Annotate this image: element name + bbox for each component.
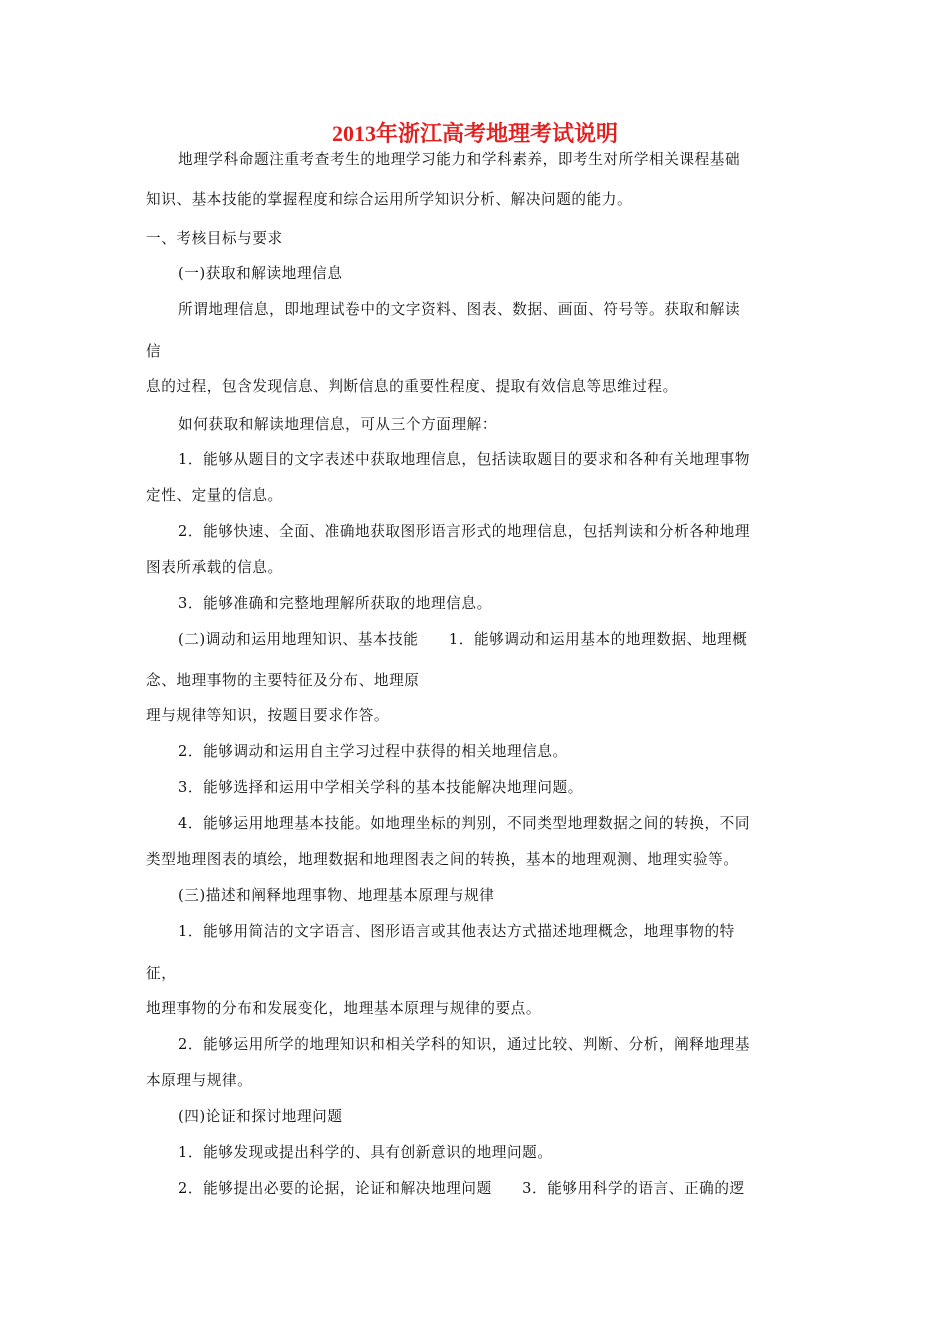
list-item: 1．能够发现或提出科学的、具有创新意识的地理问题。 — [178, 1144, 553, 1161]
paragraph-line: 本原理与规律。 — [146, 1072, 253, 1089]
list-item: 4．能够运用地理基本技能。如地理坐标的判别，不同类型地理数据之间的转换，不同 — [178, 815, 751, 832]
paragraph-line: 定性、定量的信息。 — [146, 487, 283, 504]
subsection-heading: (四)论证和探讨地理问题 — [178, 1108, 343, 1125]
list-item: 3．能够准确和完整地理解所获取的地理信息。 — [178, 595, 492, 612]
paragraph-line: 征， — [146, 965, 177, 982]
paragraph-line: 理与规律等知识，按题目要求作答。 — [146, 707, 390, 724]
subsection-heading: (三)描述和阐释地理事物、地理基本原理与规律 — [178, 887, 495, 904]
list-item: 1．能够从题目的文字表述中获取地理信息，包括读取题目的要求和各种有关地理事物 — [178, 451, 751, 468]
list-item: 1．能够用简洁的文字语言、图形语言或其他表达方式描述地理概念，地理事物的特 — [178, 923, 735, 940]
subsection-heading: (一)获取和解读地理信息 — [178, 265, 343, 282]
paragraph-line: 类型地理图表的填绘，地理数据和地理图表之间的转换，基本的地理观测、地理实验等。 — [146, 851, 739, 868]
paragraph-line: 如何获取和解读地理信息，可从三个方面理解： — [178, 416, 498, 433]
paragraph-line: 图表所承载的信息。 — [146, 559, 283, 576]
subsection-heading: (二)调动和运用地理知识、基本技能 1．能够调动和运用基本的地理数据、地理概 — [178, 631, 748, 648]
list-item: 3．能够选择和运用中学相关学科的基本技能解决地理问题。 — [178, 779, 583, 796]
list-item: 2．能够提出必要的论据，论证和解决地理问题 3．能够用科学的语言、正确的逻 — [178, 1180, 745, 1197]
paragraph-line: 息的过程，包含发现信息、判断信息的重要性程度、提取有效信息等思维过程。 — [146, 378, 678, 395]
paragraph-line: 地理事物的分布和发展变化，地理基本原理与规律的要点。 — [146, 1000, 542, 1017]
document-title: 2013年浙江高考地理考试说明 — [331, 121, 618, 146]
section-heading: 一、考核目标与要求 — [146, 230, 283, 247]
paragraph-line: 信 — [146, 343, 162, 360]
paragraph-line: 知识、基本技能的掌握程度和综合运用所学知识分析、解决问题的能力。 — [146, 191, 633, 208]
list-item: 2．能够运用所学的地理知识和相关学科的知识，通过比较、判断、分析，阐释地理基 — [178, 1036, 751, 1053]
paragraph-line: 所谓地理信息，即地理试卷中的文字资料、图表、数据、画面、符号等。获取和解读 — [178, 301, 741, 318]
list-item: 2．能够调动和运用自主学习过程中获得的相关地理信息。 — [178, 743, 568, 760]
paragraph-line: 地理学科命题注重考查考生的地理学习能力和学科素养，即考生对所学相关课程基础 — [178, 151, 741, 168]
paragraph-line: 念、地理事物的主要特征及分布、地理原 — [146, 672, 420, 689]
list-item: 2．能够快速、全面、准确地获取图形语言形式的地理信息，包括判读和分析各种地理 — [178, 523, 751, 540]
